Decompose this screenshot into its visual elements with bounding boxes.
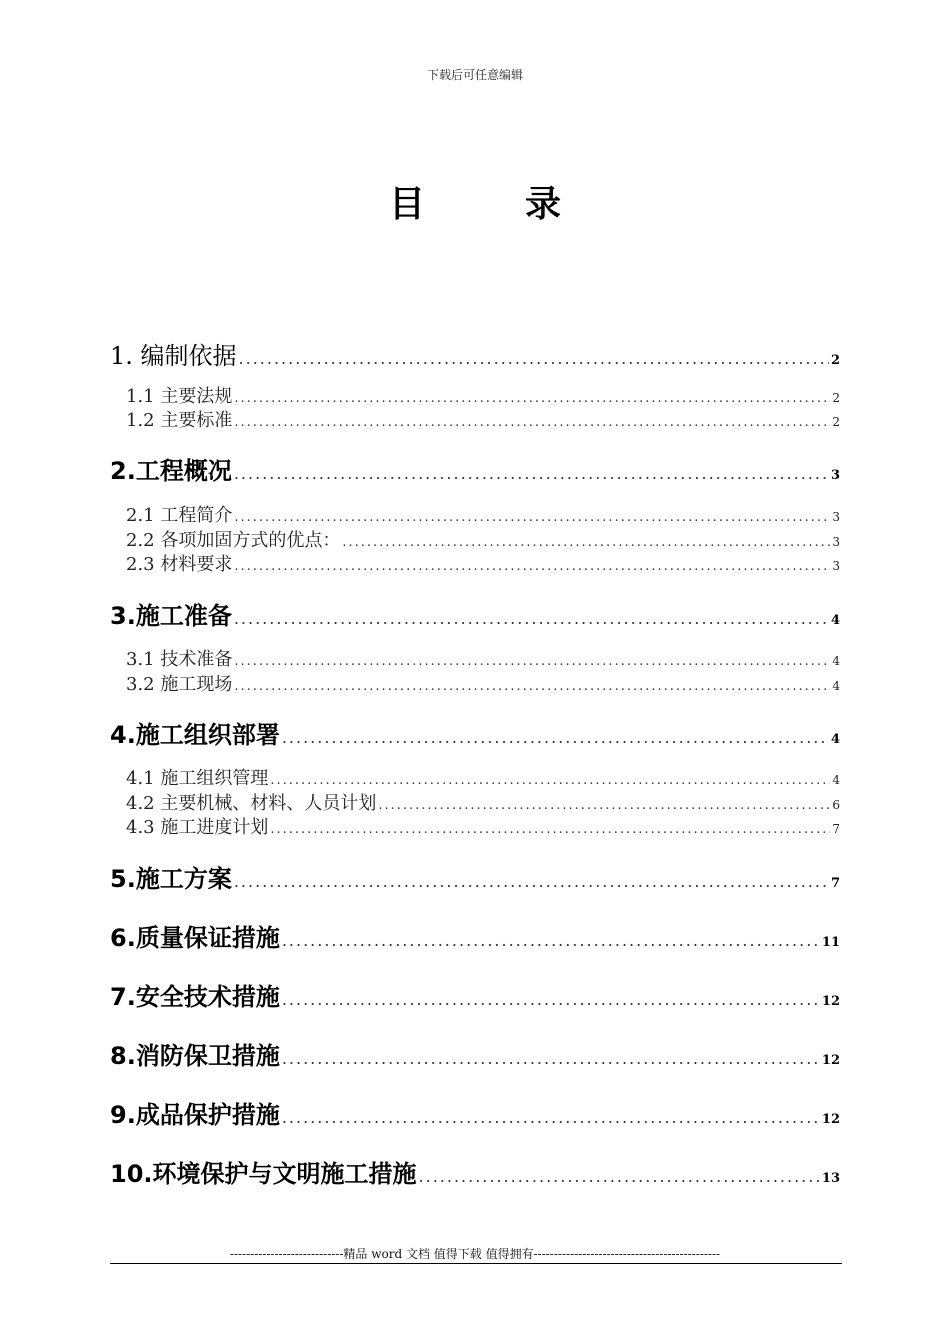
toc-entry-chapter[interactable] <box>110 1154 840 1189</box>
toc-entry-page-number: 2 <box>830 353 840 368</box>
toc-entry-page-number: 4 <box>830 613 840 628</box>
toc-entry-label: 9.成品保护措施 <box>110 1101 280 1129</box>
toc-dot-leader <box>234 609 829 628</box>
toc-dot-leader <box>239 349 829 368</box>
toc-entry-chapter[interactable] <box>110 1095 840 1130</box>
toc-entry-label: 7.安全技术措施 <box>110 983 280 1011</box>
footer-note: ----------------------------精品 word 文档 值得下载 值得拥有---------------------------------------------- <box>229 1247 721 1261</box>
toc-entry-section[interactable] <box>110 789 840 815</box>
toc-entry-label: 1. 编制依据 <box>110 342 237 370</box>
toc-entry-page-number: 3 <box>832 535 840 549</box>
toc-entry-page-number: 12 <box>821 1112 840 1127</box>
toc-dot-leader <box>270 822 830 837</box>
toc-dot-leader <box>234 510 830 525</box>
toc-entry-label: 5.施工方案 <box>110 865 232 893</box>
toc-entry-page-number: 3 <box>832 559 840 573</box>
toc-entry-page-number: 7 <box>832 822 840 836</box>
toc-dot-leader <box>234 679 830 694</box>
toc-entry-label: 6.质量保证措施 <box>110 924 280 952</box>
toc-entry-label: 3.施工准备 <box>110 602 232 630</box>
toc-entry-chapter[interactable] <box>110 859 840 894</box>
toc-dot-leader <box>282 990 820 1009</box>
toc-entry-label: 3.2 施工现场 <box>126 674 233 695</box>
toc-entry-page-number: 4 <box>832 679 840 693</box>
toc-entry-chapter[interactable] <box>110 715 840 750</box>
page-title: 目录 <box>388 183 661 225</box>
toc-dot-leader <box>270 773 830 788</box>
toc-entry-section[interactable] <box>110 406 840 432</box>
toc-entry-label: 8.消防保卫措施 <box>110 1042 280 1070</box>
toc-entry-section[interactable] <box>110 670 840 696</box>
footer-divider <box>110 1263 842 1264</box>
toc-entry-label: 2.2 各项加固方式的优点： <box>126 530 341 551</box>
toc-entry-section[interactable] <box>110 501 840 527</box>
toc-dot-leader <box>234 654 830 669</box>
toc-entry-page-number: 13 <box>821 1171 840 1186</box>
toc-entry-page-number: 12 <box>821 994 840 1009</box>
toc-entry-page-number: 12 <box>821 1053 840 1068</box>
toc-dot-leader <box>234 415 830 430</box>
toc-entry-label: 4.2 主要机械、材料、人员计划 <box>126 793 377 814</box>
toc-entry-page-number: 3 <box>832 510 840 524</box>
toc-entry-page-number: 2 <box>832 415 840 429</box>
toc-entry-section[interactable] <box>110 550 840 576</box>
header-note: 下载后可任意编辑 <box>426 68 523 82</box>
toc-dot-leader <box>234 391 830 406</box>
toc-dot-leader <box>419 1167 820 1186</box>
toc-dot-leader <box>342 535 830 550</box>
toc-entry-chapter[interactable] <box>110 918 840 953</box>
toc-entry-page-number: 11 <box>821 935 840 950</box>
toc-dot-leader <box>234 464 829 483</box>
toc-entry-label: 4.1 施工组织管理 <box>126 768 269 789</box>
toc-entry-section[interactable] <box>110 764 840 790</box>
toc-entry-label: 2.3 材料要求 <box>126 554 233 575</box>
toc-entry-page-number: 4 <box>830 732 840 747</box>
toc-dot-leader <box>282 931 820 950</box>
toc-entry-label: 10.环境保护与文明施工措施 <box>110 1160 417 1188</box>
toc-entry-label: 4.3 施工进度计划 <box>126 817 269 838</box>
toc-entry-page-number: 4 <box>832 654 840 668</box>
toc-entry-label: 2.工程概况 <box>110 457 232 485</box>
toc-entry-page-number: 7 <box>830 876 840 891</box>
toc-entry-section[interactable] <box>110 813 840 839</box>
toc-entry-chapter[interactable] <box>110 336 840 371</box>
toc-dot-leader <box>234 872 829 891</box>
toc-entry-label: 3.1 技术准备 <box>126 649 233 670</box>
toc-entry-section[interactable] <box>110 526 840 552</box>
toc-entry-page-number: 3 <box>830 468 840 483</box>
toc-entry-chapter[interactable] <box>110 451 840 486</box>
toc-entry-label: 4.施工组织部署 <box>110 721 280 749</box>
toc-entry-label: 2.1 工程简介 <box>126 505 233 526</box>
toc-entry-section[interactable] <box>110 645 840 671</box>
toc-entry-label: 1.1 主要法规 <box>126 386 233 407</box>
toc-entry-chapter[interactable] <box>110 1036 840 1071</box>
toc-entry-label: 1.2 主要标准 <box>126 410 233 431</box>
toc-entry-page-number: 6 <box>832 798 840 812</box>
toc-dot-leader <box>234 559 830 574</box>
toc-entry-page-number: 2 <box>832 391 840 405</box>
toc-dot-leader <box>282 1049 820 1068</box>
toc-entry-chapter[interactable] <box>110 596 840 631</box>
toc-entry-chapter[interactable] <box>110 977 840 1012</box>
toc-entry-page-number: 4 <box>832 773 840 787</box>
toc-dot-leader <box>282 728 829 747</box>
toc-dot-leader <box>282 1108 820 1127</box>
toc-entry-section[interactable] <box>110 382 840 408</box>
toc-dot-leader <box>378 798 830 813</box>
